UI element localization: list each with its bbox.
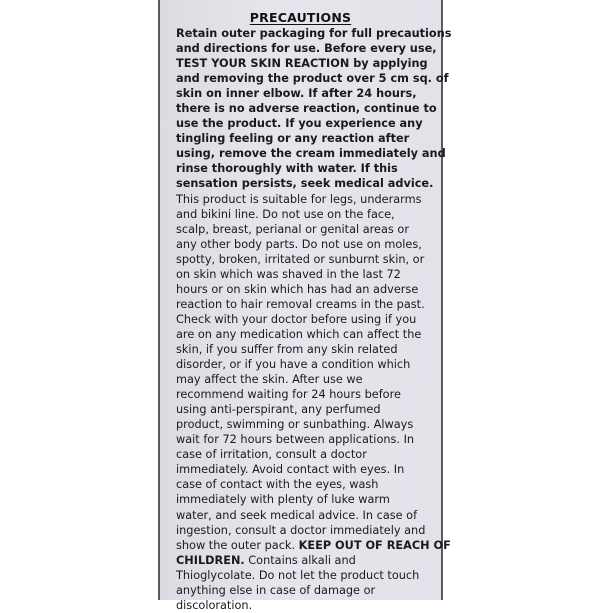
text-line [176,492,438,507]
text-segment: wait for 72 hours between applications. In [176,433,415,447]
precautions-body [176,26,452,613]
text-line [176,432,438,447]
text-line [176,207,438,222]
bold-text-segment: there is no adverse reaction, continue to [176,102,437,116]
bold-text-segment: and removing the product over 5 cm sq. of [176,72,449,86]
text-line [176,237,438,252]
bold-text-segment: KEEP OUT OF REACH OF [298,538,451,552]
text-segment: ingestion, consult a doctor immediately and [176,523,426,537]
bold-text-segment: and directions for use. Before every use, [176,42,437,56]
text-line [176,26,452,41]
text-line [176,538,451,553]
text-segment: case of contact with the eyes, wash [176,478,379,492]
text-line [176,462,438,477]
bold-text-segment: rinse thoroughly with water. If this [176,162,398,176]
text-line [176,568,438,583]
text-segment: anything else in case of damage or [176,583,376,597]
text-segment: immediately. Avoid contact with eyes. In [176,463,405,477]
text-line [176,402,438,417]
text-line [176,56,438,71]
text-segment: Thioglycolate. Do not let the product touch [176,568,420,582]
bold-text-segment: use the product. If you experience any [176,117,423,131]
precautions-label [158,0,452,612]
text-segment: disorder, or if you have a condition which [176,358,411,372]
text-line [176,523,438,538]
text-segment: immediately with plenty of luke warm [176,493,390,507]
text-line [176,387,438,402]
text-line [176,176,438,191]
text-line [176,477,438,492]
text-line [176,327,438,342]
text-segment: This product is suitable for legs, underarms [176,192,422,206]
text-line [176,146,446,161]
text-segment: hours or on skin which has had an adverse [176,282,419,296]
text-segment: any other body parts. Do not use on moles, [176,237,422,251]
text-segment: may affect the skin. After use we [176,373,363,387]
text-line [176,598,438,613]
text-line [176,116,438,131]
text-segment: product, swimming or sunbathing. Always [176,418,414,432]
text-segment: using anti-perspirant, any perfumed [176,403,381,417]
text-line [176,267,438,282]
text-line [176,41,438,56]
text-segment: show the outer pack. [176,538,299,552]
text-line [176,86,438,101]
text-segment: scalp, breast, perianal or genital areas or [176,222,409,236]
text-segment: case of irritation, consult a doctor [176,448,367,462]
text-line [176,583,438,598]
text-line [176,372,438,387]
text-line [176,71,449,86]
bold-text-segment: tingling feeling or any reaction after [176,132,410,146]
text-line [176,417,438,432]
text-segment: reaction to hair removal creams in the past. [176,297,425,311]
text-segment: are on any medication which can affect the [176,327,422,341]
text-segment: Check with your doctor before using if you [176,312,417,326]
bold-text-segment: using, remove the cream immediately and [176,147,446,161]
text-line [176,161,438,176]
bold-text-segment: skin on inner elbow. If after 24 hours, [176,87,417,101]
text-line [176,131,438,146]
text-line [176,101,438,116]
text-line [176,508,438,523]
text-line [176,447,438,462]
text-line [176,192,438,207]
text-segment: on skin which was shaved in the last 72 [176,267,401,281]
precautions-heading: PRECAUTIONS [249,10,352,25]
text-segment: spotty, broken, irritated or sunburnt skin, or [176,252,425,266]
bold-text-segment: CHILDREN. [176,553,245,567]
text-segment: skin, if you suffer from any skin related [176,342,398,356]
text-line [176,342,438,357]
text-line [176,312,438,327]
text-segment: recommend waiting for 24 hours before [176,388,401,402]
text-segment: discoloration. [176,598,253,612]
text-line [176,222,438,237]
text-segment: and bikini line. Do not use on the face, [176,207,395,221]
bold-text-segment: TEST YOUR SKIN REACTION by applying [176,57,428,71]
text-line [176,553,438,568]
text-segment: water, and seek medical advice. In case of [176,508,418,522]
text-line [176,252,438,267]
text-segment: Contains alkali and [244,553,356,567]
text-line [176,282,438,297]
text-line [176,357,438,372]
bold-text-segment: sensation persists, seek medical advice. [176,177,434,191]
bold-text-segment: Retain outer packaging for full precautions [176,27,452,40]
text-line [176,297,438,312]
